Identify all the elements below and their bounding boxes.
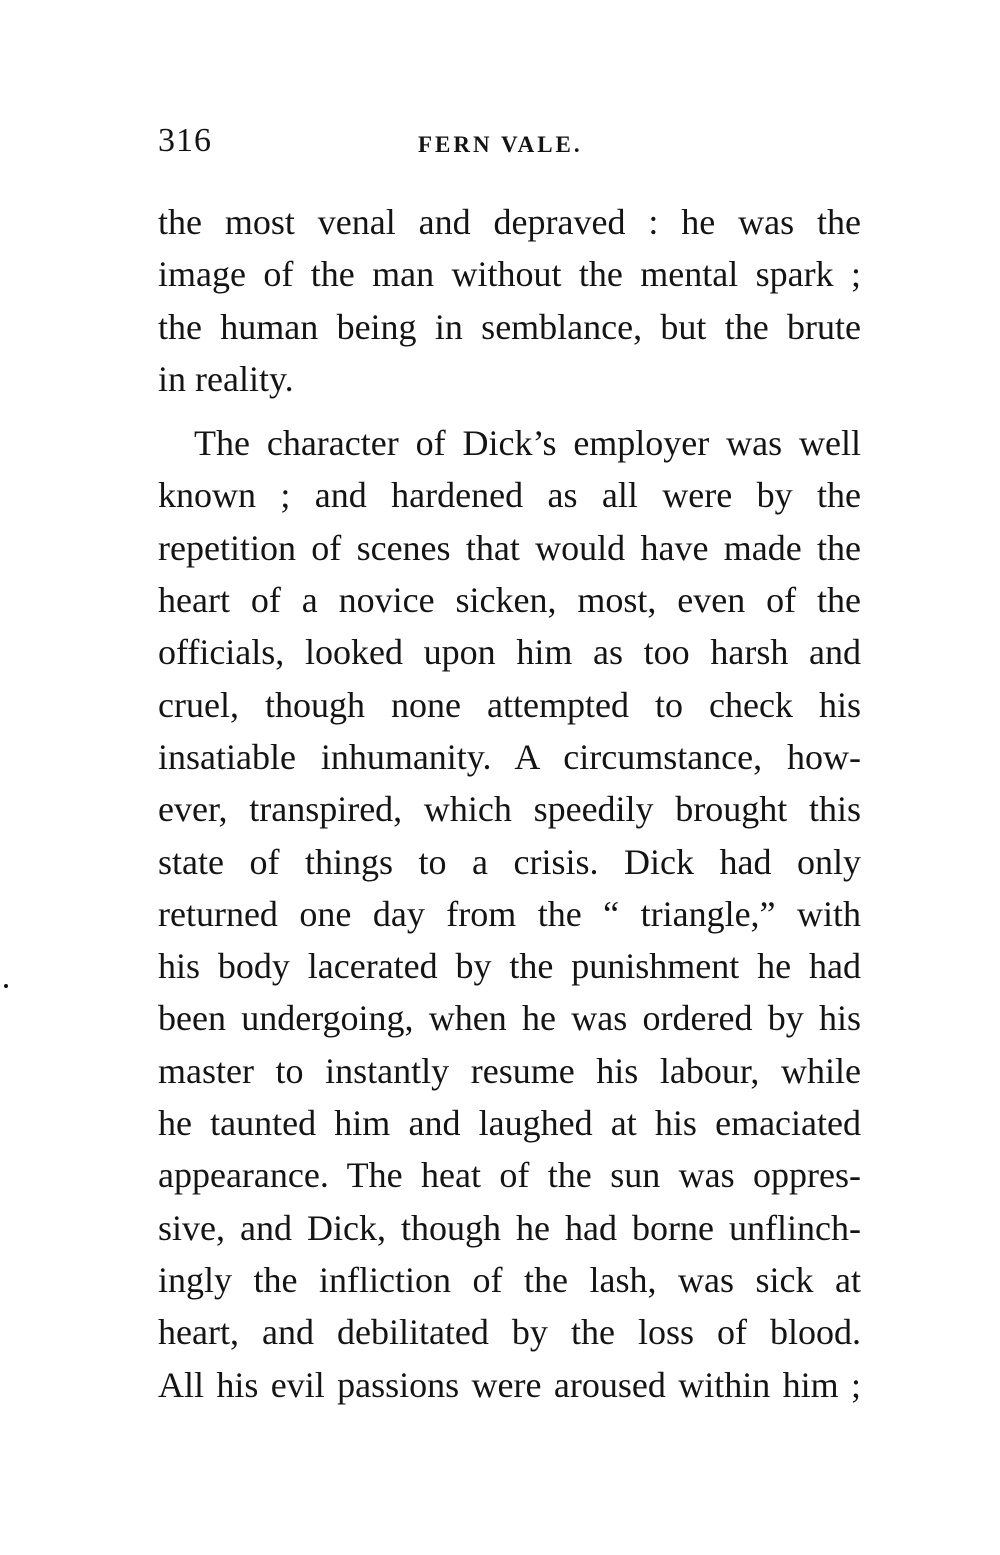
text-line: master to instantly resume his labour, while [158, 1050, 861, 1091]
text-line: cruel, though none attempted to check his [158, 684, 861, 725]
text-line: his body lacerated by the punishment he had [158, 946, 861, 987]
page-header [158, 116, 863, 166]
running-title: FERN VALE. [418, 132, 583, 157]
text-line: heart, and debilitated by the loss of blood. [158, 1312, 861, 1353]
text-line: The character of Dick’s employer was well [194, 423, 861, 464]
print-speck [4, 984, 8, 988]
text-line: he taunted him and laughed at his emaciated [158, 1103, 861, 1144]
text-line: insatiable inhumanity. A circumstance, how- [158, 736, 861, 777]
text-line: sive, and Dick, though he had borne unflinch- [158, 1207, 861, 1248]
text-line: ever, transpired, which speedily brought this [158, 789, 861, 830]
text-line: state of things to a crisis. Dick had only [158, 841, 861, 882]
body-text [158, 196, 861, 1411]
paragraph-gap [158, 405, 861, 417]
text-line: All his evil passions were aroused within him ; [158, 1364, 861, 1405]
text-line: heart of a novice sicken, most, even of the [158, 580, 861, 621]
text-line: the most venal and depraved : he was the [158, 202, 861, 242]
text-line: appearance. The heat of the sun was oppres- [158, 1155, 861, 1196]
text-line: the human being in semblance, but the brute [158, 306, 861, 347]
page-number: 316 [158, 122, 212, 159]
text-line: been undergoing, when he was ordered by his [158, 998, 861, 1039]
text-line: repetition of scenes that would have made the [158, 527, 861, 568]
text-line: ingly the infliction of the lash, was sick at [158, 1259, 861, 1300]
text-line: known ; and hardened as all were by the [158, 475, 861, 516]
text-line: image of the man without the mental spark ; [158, 254, 861, 295]
text-line: returned one day from the “ triangle,” with [158, 893, 861, 934]
text-line: officials, looked upon him as too harsh and [158, 632, 861, 673]
text-line: in reality. [158, 358, 294, 399]
